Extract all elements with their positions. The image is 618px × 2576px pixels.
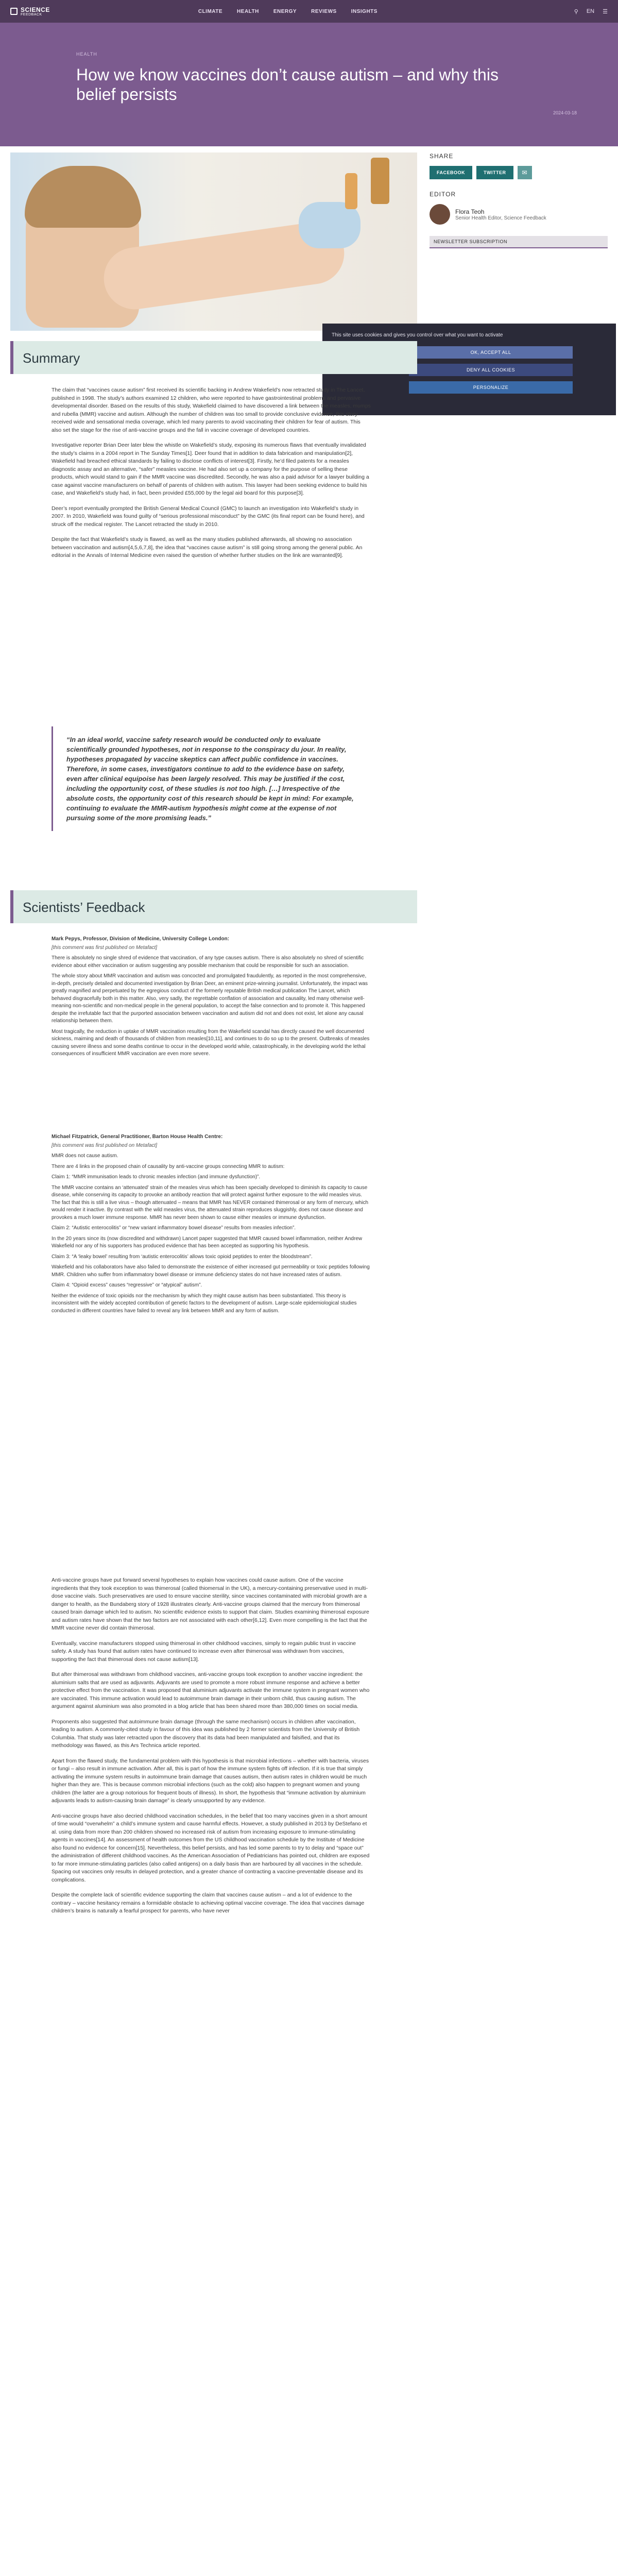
body-paragraph: But after thimerosal was withdrawn from childhood vaccines, anti-vaccine groups took exception to another vaccine ingredient: the aluminium salts that are used as adjuvants. Adjuvants are used to promote a more robust immune response and achieve a better protective effect from the vaccination. It was proposed that aluminium adjuvants activate the immune system in pregnant women who are vaccinated. This immune activation would lead to autoimmune brain damage in their unborn child, thus causing autism. The argument against aluminium was also promoted in a blog article that has been shared more than 380,000 times on social media. — [52, 1671, 370, 1709]
share-facebook-button[interactable]: FACEBOOK — [430, 166, 472, 179]
share-twitter-button[interactable]: TWITTER — [476, 166, 513, 179]
summary-body — [52, 386, 371, 567]
article-date: 2024-03-18 — [553, 110, 577, 115]
body-paragraph: Eventually, vaccine manufacturers stopped using thimerosal in other childhood vaccines, simply to regain public trust in vaccine safety. A study has found that autism rates have continued to increase even after thimerosal was withdrawn from vaccines, supporting the fact that thimerosal does not cause autism[13]. — [52, 1640, 356, 1663]
mail-icon[interactable]: ✉ — [518, 166, 532, 179]
article-title: How we know vaccines don’t cause autism – and why this belief persists — [76, 65, 499, 104]
comment-paragraph: There are 4 links in the proposed chain of causality by anti-vaccine groups connecting MMR to autism: — [52, 1163, 285, 1170]
main-nav — [198, 9, 377, 14]
article-body — [52, 1577, 371, 1923]
editor-card[interactable] — [430, 204, 608, 225]
nav-item-energy[interactable]: ENERGY — [273, 8, 297, 14]
article-hero — [0, 23, 618, 146]
body-paragraph: Despite the complete lack of scientific evidence supporting the claim that vaccines cause autism – and a lot of evidence to the contrary – vaccine hesitancy remains a formidable obstacle to achieving optimal vaccine coverage. The idea that vaccines damage children’s brains is naturally a fearful prospect for parents, who have never — [52, 1892, 365, 1914]
article-image — [10, 152, 417, 331]
body-paragraph: Anti-vaccine groups have put forward several hypotheses to explain how vaccines could cause autism. One of the vaccine ingredients that they took exception to was thimerosal (called thiomersal in the UK), a mercury-containing preservative used in multi-dose vaccine vials. Such preservatives are used to ensure vaccine sterility, since vaccines contaminated with microbial growth are a danger to health, as the Bundaberg story of 1928 illustrates clearly. Anti-vaccine groups claimed that the mercury from thimerosal caused brain damage which led to autism. No scientific evidence exists to support that claim. Studies examining thimerosal exposure and autism rates have shown that the two factors are not associated with each other[6,12]. Even more compelling is the fact that the MMR vaccine never did contain thimerosal. — [52, 1577, 369, 1631]
reviewer-note: [this comment was first published on Metafact] — [52, 944, 158, 951]
summary-paragraph: Investigative reporter Brian Deer later blew the whistle on Wakefield’s study, exposing its numerous flaws that eventually invalidated the study’s claims in a 2004 report in The Sunday Times[1]. Deer found that in addition to data fabrication and manipulation[2], Wakefield had breached ethical standards by failing to disclose conflicts of interest[3]. Firstly, he’d filed patents for a measles diagnostic assay and an alternative, “safer” measles vaccine. He had also set up a company for the purpose of selling these products, which would stand to gain if the MMR vaccine was discredited. Secondly, he was also a paid advisor for a lawyer building a case against vaccine manufacturers on behalf of parents of children with autism. This lawyer had been seeking evidence to build his case, and Wakefield’s study had, in fact, been provided £55,000 by the legal aid board for this purpose[3]. — [52, 442, 369, 496]
comment-paragraph: Neither the evidence of toxic opioids nor the mechanism by which they might cause autism has been substantiated. This theory is inconsistent with the widely accepted contribution of genetic factors to the development of autism. Large-scale epidemiological studies conducted in different countries have failed to reveal any link between MMR and any form of autism. — [52, 1293, 357, 1314]
editor-heading: EDITOR — [430, 191, 456, 198]
top-bar — [0, 0, 618, 23]
comment-paragraph: There is absolutely no single shred of evidence that vaccination, of any type causes autism. There is also absolutely no shred of scientific evidence about either vaccination or autism suggesting any possible mechanism that could be responsible for such an association. — [52, 955, 364, 969]
comment-paragraph: Most tragically, the reduction in uptake of MMR vaccination resulting from the Wakefield scandal has directly caused the well documented sickness, maiming and death of thousands of children from measles[10,11], and continues to do so up to the present. Outbreaks of measles causing severe illness and some deaths continue to occur in the developed world while, catastrophically, in the developing world the lethal consequences of insufficient MMR vaccination are even more severe. — [52, 1028, 370, 1057]
body-paragraph: Proponents also suggested that autoimmune brain damage (through the same mechanism) occurs in children after vaccination, leading to autism. A commonly-cited study in favour of this idea was published by 2 former scientists from the University of British Columbia. That study was later retracted upon the discovery that its data had been manipulated and falsified, and that its methodology was flawed, as this Ars Technica article reported. — [52, 1718, 360, 1749]
top-icons — [574, 8, 608, 15]
body-paragraph: Apart from the flawed study, the fundamental problem with this hypothesis is that microbial infections – whether with bacteria, viruses or fungi – also result in immune activation. After all, this is part of how the immune system fights off infection. If it is true that simply activating the immune system results in autoimmune brain damage that causes autism, then autism rates in children would be much higher than they are. This is because common microbial infections (such as the cold) also happen to pregnant women and young children (the latter are a group notorious for frequent bouts of illness). In short, the hypothesis that “immune activation by aluminium adjuvants leads to autism-causing brain damage” is clearly unsupported by any evidence. — [52, 1757, 369, 1804]
avatar — [430, 204, 450, 225]
reviewer-comment — [52, 1133, 371, 1318]
nav-item-reviews[interactable]: REVIEWS — [311, 8, 337, 14]
nav-item-climate[interactable]: CLIMATE — [198, 8, 223, 14]
comment-paragraph: The MMR vaccine contains an ‘attenuated’ strain of the measles virus which has been specially developed to diminish its capacity to cause disease, while conserving its capacity to provoke an antibody reaction that will protect against further exposure to the wild measles virus. The fact that this is still a live virus – though attenuated – means that MMR has NEVER contained thimerosal or any form of mercury, which would render it inactive. By contrast with the wild measles virus, the attenuated strain reproduces sluggishly, does not cause disease and provokes a much lower immune response. MMR has never been shown to cause either measles or immune dysfunction. — [52, 1184, 369, 1221]
summary-heading: Summary — [10, 341, 417, 374]
share-heading: SHARE — [430, 152, 454, 160]
sidebar — [430, 152, 608, 248]
accept-all-button[interactable]: OK, ACCEPT ALL — [409, 346, 573, 359]
feedback-heading: Scientists’ Feedback — [10, 890, 417, 923]
comment-paragraph: In the 20 years since its (now discredited and withdrawn) Lancet paper suggested that MMR caused bowel inflammation, neither Andrew Wakefield nor any of his supporters has produced evidence that has been accepted as supporting his hypothesis. — [52, 1235, 363, 1249]
nav-item-health[interactable]: HEALTH — [237, 8, 259, 14]
deny-cookies-button[interactable]: DENY ALL COOKIES — [409, 364, 573, 376]
body-paragraph: Anti-vaccine groups have also decried childhood vaccination schedules, in the belief that too many vaccines given in a short amount of time would “overwhelm” a child’s immune system and cause harmful effects. However, a study published in 2013 by DeStefano et al. using data from more than 200 children showed no increased risk of autism from increasing exposure to immune-stimulating agents in vaccines[14]. An assessment of health outcomes from the US childhood vaccination schedule by the Institute of Medicine also found no evidence for concern[15]. Nevertheless, this belief persists, and has led some parents to try to delay and “space out” the administration of different childhood vaccines. As the American Association of Pediatricians has pointed out, children are exposed to far more immune-stimulating particles (also called antigens) on a daily basis than are harboured by all vaccines in the schedule. Spacing out vaccines only results in delayed protection, and a greater chance of contracting a vaccine-preventable disease and its complications. — [52, 1812, 370, 1883]
comment-paragraph: The whole story about MMR vaccination and autism was concocted and promulgated fraudulently, as reported in the most comprehensive, in-depth, precisely detailed and documented investigation by Brian Deer, an eminent prize-winning journalist. Unfortunately, the impact was greatly magnified and perpetuated by the egregious conduct of the formerly reputable British medical publication The Lancet, which behaved disgracefully both in this matter. Also, very sadly, the regrettable conflation of association and causality, led many otherwise well-meaning non-scientific and non-medical people in the general population, to accept the false connection and to promote it. This happened despite the irrefutable fact that the purported association between vaccination and autism did not and does not exist, let alone any causal relationship between them. — [52, 973, 368, 1024]
summary-paragraph: Despite the fact that Wakefield’s study is flawed, as well as the many studies published afterwards, all showing no association between vaccination and autism[4,5,6,7,8], the idea that “vaccines cause autism” is still going strong among the general public. An editorial in the Annals of Internal Medicine even raised the question of whether further studies on the link are warranted[9]. — [52, 536, 363, 558]
logo-icon — [10, 8, 18, 15]
editor-role: Senior Health Editor, Science Feedback — [455, 215, 546, 221]
comment-paragraph: Claim 2: “Autistic enterocolitis” or “new variant inflammatory bowel disease” results from measles infection”. — [52, 1225, 296, 1231]
pull-quote: “In an ideal world, vaccine safety research would be conducted only to evaluate scientifically grounded hypotheses, not in response to the conspiracy du jour. In reality, hypotheses propagated by vaccine skeptics can affect public confidence in vaccines. Therefore, in some cases, investigators continue to add to the evidence base on safety, even after clinical equipoise has been largely resolved. This may be justified if the cost, including the opportunity cost, of these studies is not too high. […] Irrespective of the absolute costs, the opportunity cost of this research should be kept in mind: For example, continuing to evaluate the MMR-autism hypothesis might come at the expense of not pursuing some of the more promising leads.” — [52, 726, 371, 831]
language-selector[interactable]: EN — [586, 8, 595, 14]
summary-paragraph: The claim that “vaccines cause autism” first received its scientific backing in Andrew Wakefield’s now retracted study in The Lancet, published in 1998. The study’s authors examined 12 children, who were reported to have gastrointestinal problems and pervasive developmental disorder. Based on the results of this study, Wakefield claimed to have discovered a link between the measles, mumps and rubella (MMR) vaccine and autism. Although the number of children was too small to provide conclusive evidence, this story received wide and sensational media coverage, which led many parents to avoid vaccinating their children for fear of autism. This also set the stage for the rise of anti-vaccine groups and the fall in vaccine coverage of developed countries. — [52, 387, 371, 433]
reviewer-note: [this comment was first published on Metafact] — [52, 1142, 158, 1148]
reviewer-name: Michael Fitzpatrick, General Practitioner, Barton House Health Centre: — [52, 1134, 223, 1140]
logo-text: SCIENCE — [21, 6, 50, 13]
share-buttons — [430, 166, 608, 179]
reviewer-comment — [52, 936, 371, 1061]
comment-paragraph: Claim 3: “A ‘leaky bowel’ resulting from ‘autistic enterocolitis’ allows toxic opioid peptides to enter the bloodstream”. — [52, 1253, 313, 1260]
search-icon[interactable]: ⚲ — [574, 8, 578, 15]
logo-sub: FEEDBACK — [21, 12, 42, 16]
comment-paragraph: MMR does not cause autism. — [52, 1153, 118, 1159]
nav-item-insights[interactable]: INSIGHTS — [351, 8, 377, 14]
comment-paragraph: Claim 4: “Opioid excess” causes “regressive” or “atypical” autism”. — [52, 1282, 202, 1288]
editor-name: Flora Teoh — [455, 208, 485, 215]
reviewer-name: Mark Pepys, Professor, Division of Medicine, University College London: — [52, 936, 230, 942]
personalize-button[interactable]: PERSONALIZE — [409, 381, 573, 394]
summary-paragraph: Deer’s report eventually prompted the British General Medical Council (GMC) to launch an investigation into Wakefield’s study in 2007. In 2010, Wakefield was found guilty of “serious professional misconduct” by the GMC (its final report can be found here), and struck off the medical register. The Lancet retracted the study in 2010. — [52, 505, 365, 528]
comment-paragraph: Wakefield and his collaborators have also failed to demonstrate the existence of either increased gut permeability or toxic peptides following MMR. Children who suffer from inflammatory bowel disease or immune deficiency states do not have increased rates of autism. — [52, 1264, 370, 1278]
site-logo[interactable] — [10, 7, 50, 16]
menu-icon[interactable]: ☰ — [603, 8, 608, 15]
article-kicker[interactable]: HEALTH — [76, 52, 97, 57]
comment-paragraph: Claim 1: “MMR immunisation leads to chronic measles infection (and immune dysfunction)”. — [52, 1174, 261, 1180]
newsletter-heading: NEWSLETTER SUBSCRIPTION — [430, 236, 608, 248]
cookie-text: This site uses cookies and gives you control over what you want to activate — [332, 332, 503, 338]
